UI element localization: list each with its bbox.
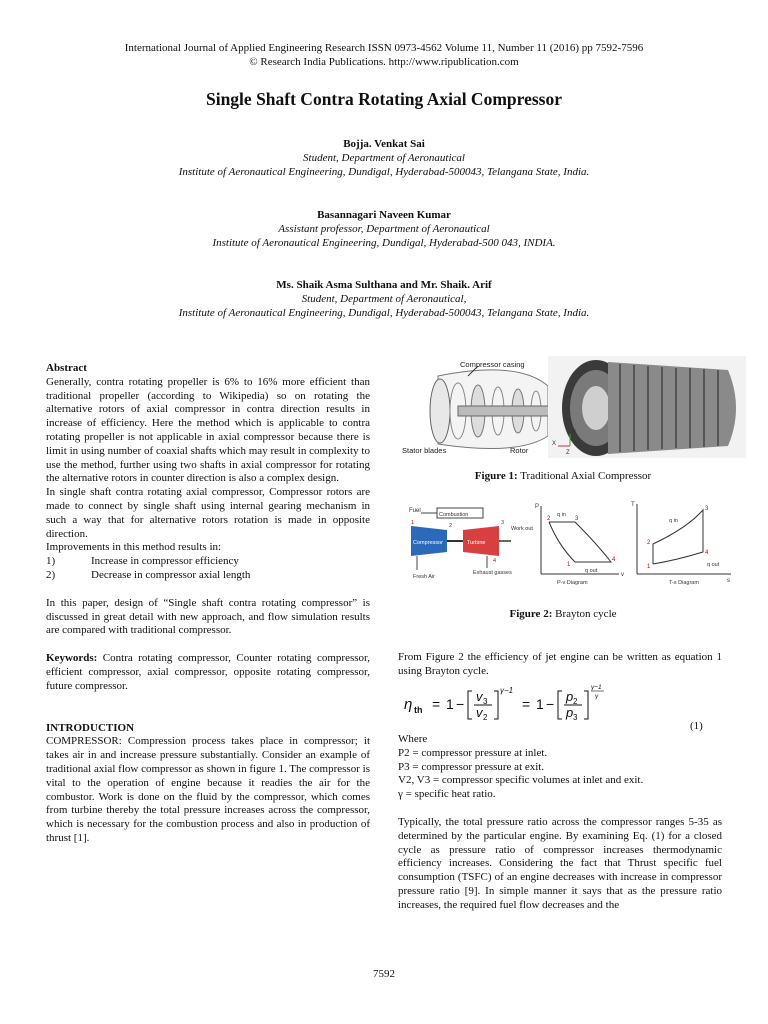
- introduction-heading: INTRODUCTION: [46, 721, 135, 734]
- eq-one-1: 1: [446, 696, 454, 712]
- figure-2-caption-text: Brayton cycle: [552, 608, 617, 620]
- author-affiliation: Institute of Aeronautical Engineering, Dundigal, Hyderabad-500043, Telangana State, India.: [178, 307, 590, 319]
- compressor-render: [548, 356, 746, 458]
- abstract-paragraph-4: In this paper, design of “Single shaft contra rotating compressor” is discussed in great detail with new approach, and flow simulation results are compared with traditional compressor.: [46, 596, 370, 637]
- axis-z-label: Z: [566, 450, 570, 456]
- abstract-paragraph-1: Generally, contra rotating propeller is 6% to 16% more efficient than traditional propeller (according to Wikipedia) so on rotating the alternative rotors of axial compressor in contra direction results in increase of efficiency. Here the method which is applicable to contra rotating propeller is not applicable in axial compressor because there is limit in using number of coaxial shafts which may result in complexity to use the method, further using two shafts in axial compressor for rotating the alternative rotors in counter direction is also a complex design.: [46, 375, 370, 485]
- fresh-air-label: Fresh Air: [413, 574, 436, 580]
- eq-v3: v: [476, 689, 483, 704]
- pv-point-3: 3: [575, 516, 579, 522]
- combustion-label: Combustion: [439, 512, 469, 518]
- eq-v2: v: [476, 705, 483, 720]
- pv-q-out-label: q out: [585, 568, 598, 574]
- abstract-paragraph-3: Improvements in this method results in:: [46, 541, 222, 554]
- right-paragraph-1: From Figure 2 the efficiency of jet engine can be written as equation 1 using Brayton cycle.: [398, 651, 722, 677]
- author-role: Student, Department of Aeronautical: [303, 152, 465, 164]
- pv-v-axis-label: v: [621, 572, 624, 578]
- eq-equals-1: =: [432, 696, 441, 712]
- author-block-1: [0, 137, 768, 179]
- right-column-top: [398, 651, 722, 679]
- exhaust-label: Exhaust gasses: [473, 570, 512, 576]
- author-affiliation: Institute of Aeronautical Engineering, Dundigal, Hyderabad-500 043, INDIA.: [212, 237, 556, 249]
- figure-1-label: Figure 1:: [474, 470, 518, 482]
- figure-1-caption-text: Traditional Axial Compressor: [517, 470, 652, 482]
- list-item-number: 1): [46, 555, 56, 568]
- figure-1-rotor-label: Rotor: [510, 446, 529, 455]
- author-name: Bojja. Venkat Sai: [343, 138, 425, 150]
- list-item: [46, 555, 370, 569]
- pv-point-4: 4: [612, 557, 616, 563]
- ts-point-3: 3: [705, 506, 709, 512]
- fuel-label: Fuel: [409, 508, 421, 514]
- eq-exp-2-den: γ: [595, 693, 599, 700]
- turbine-box-label: Turbine: [467, 540, 486, 546]
- eq-eta: η: [404, 696, 413, 713]
- figure-2-image: [407, 500, 735, 588]
- right-paragraph-2: Typically, the total pressure ratio across the compressor ranges 5-35 as determined by the particular engine. By examining Eq. (1) for a closed cycle as pressure ratio of compressor increases thermodynamic efficiency increases. Considering the fact that Thrust specific fuel consumption (TSFC) of an engine decreases with increase in compressor pressure ratio [9]. In simple manner it says that as the pressure ratio increases, the required fuel flow decreases and the: [398, 815, 722, 911]
- list-item: [46, 569, 370, 583]
- list-item-text: Decrease in compressor axial length: [91, 568, 251, 581]
- left-column: [46, 362, 370, 846]
- figure-1-image: [398, 356, 746, 458]
- journal-header-line1: International Journal of Applied Engineering Research ISSN 0973-4562 Volume 11, Number 11 (2016) pp 7592-7596: [124, 42, 644, 54]
- figure-1-casing-label: Compressor casing: [460, 360, 525, 369]
- eq-v3-sub: 3: [483, 697, 488, 706]
- author-role: Student, Department of Aeronautical,: [301, 293, 467, 305]
- list-item-number: 2): [46, 568, 56, 581]
- ts-t-axis-label: T: [631, 502, 635, 508]
- pv-diagram-title: P-v Diagram: [557, 580, 588, 586]
- pv-point-2: 2: [547, 516, 551, 522]
- pv-p-axis-label: P: [535, 504, 540, 510]
- eq-minus-1: −: [456, 696, 465, 712]
- definition-line: P3 = compressor pressure at exit.: [398, 760, 545, 773]
- pv-point-1: 1: [567, 562, 571, 568]
- ts-point-4: 4: [705, 550, 709, 556]
- eq-exp-1: γ−1: [500, 686, 514, 695]
- figure-2-caption: [398, 608, 728, 620]
- eq-p2-sub: 2: [573, 697, 578, 706]
- page-number: 7592: [373, 968, 395, 980]
- journal-header-line2: © Research India Publications. http://www.ripublication.com: [249, 56, 519, 68]
- paper-title: Single Shaft Contra Rotating Axial Compressor: [205, 89, 562, 109]
- ts-point-1: 1: [647, 564, 651, 570]
- axis-y-label: Y: [572, 430, 577, 436]
- ts-q-out-label: q out: [707, 562, 720, 568]
- where-label: Where: [398, 733, 428, 745]
- axis-x-label: X: [552, 441, 557, 447]
- compressor-box-label: Compressor: [413, 540, 443, 546]
- schematic-point-4: 4: [493, 558, 497, 564]
- eq-exp-2-num: γ−1: [591, 684, 602, 691]
- eq-one-2: 1: [536, 696, 544, 712]
- schematic-point-2: 2: [449, 523, 453, 529]
- definition-line: V2, V3 = compressor specific volumes at inlet and exit.: [398, 774, 644, 787]
- author-role: Assistant professor, Department of Aeronautical: [278, 223, 490, 235]
- figure-1-caption: [398, 470, 728, 482]
- author-name: Ms. Shaik Asma Sulthana and Mr. Shaik. Arif: [276, 279, 492, 291]
- ts-s-axis-label: s: [727, 578, 730, 584]
- author-affiliation: Institute of Aeronautical Engineering, Dundigal, Hyderabad-500043, Telangana State, India.: [178, 166, 590, 178]
- equation-1: [398, 683, 718, 723]
- eq-equals-2: =: [522, 696, 531, 712]
- compressor-casing-drawing: [430, 366, 553, 449]
- eq-p3: p: [566, 705, 574, 720]
- author-block-3: [0, 278, 768, 320]
- definition-line: P2 = compressor pressure at inlet.: [398, 746, 548, 759]
- ts-point-2: 2: [647, 540, 651, 546]
- keywords-text: Contra rotating compressor, Counter rotating compressor, efficient compressor, axial compressor, opposite rotating compressor, future compressor.: [46, 652, 370, 692]
- eq-p2: p: [566, 689, 574, 704]
- work-out-label: Work out: [511, 526, 533, 532]
- keywords-label: Keywords:: [46, 652, 98, 665]
- abstract-heading: Abstract: [46, 362, 87, 374]
- introduction-paragraph: COMPRESSOR: Compression process takes place in compressor; it takes air in and increase pressure substantially. Consider an example of traditional axial flow compressor as shown in figure 1. The compressor is vital to the operation of engine because it readies the air for the combustor. Work is done on the fluid by the compressor, which comes from turbine thereby the total pressure increases across the compressor, which is necessary for the combustion process and also in production of thrust [1].: [46, 735, 370, 844]
- abstract-paragraph-2: In single shaft contra rotating axial compressor, Compressor rotors are made to connect by single shaft using internal gearing mechanism in such a way that for alternative rotors rotation is made in opposite direction.: [46, 486, 370, 540]
- ts-diagram-title: T-s Diagram: [669, 580, 699, 586]
- keywords: [46, 652, 370, 693]
- schematic-point-1: 1: [411, 520, 415, 526]
- journal-header: [0, 41, 768, 69]
- eq-eta-sub: th: [414, 705, 423, 715]
- list-item-text: Increase in compressor efficiency: [91, 555, 239, 568]
- ts-q-in-label: q in: [669, 518, 678, 524]
- eq-v2-sub: 2: [483, 713, 488, 722]
- definition-line: γ = specific heat ratio.: [398, 788, 496, 801]
- figure-1-stator-label: Stator blades: [402, 446, 447, 455]
- author-block-2: [0, 208, 768, 250]
- right-column-bottom: [398, 733, 722, 913]
- equation-number: (1): [690, 720, 703, 732]
- eq-p3-sub: 3: [573, 713, 578, 722]
- figure-2-label: Figure 2:: [509, 608, 553, 620]
- pv-q-in-label: q in: [557, 512, 566, 518]
- schematic-point-3: 3: [501, 520, 505, 526]
- eq-minus-2: −: [546, 696, 555, 712]
- author-name: Basannagari Naveen Kumar: [317, 209, 451, 221]
